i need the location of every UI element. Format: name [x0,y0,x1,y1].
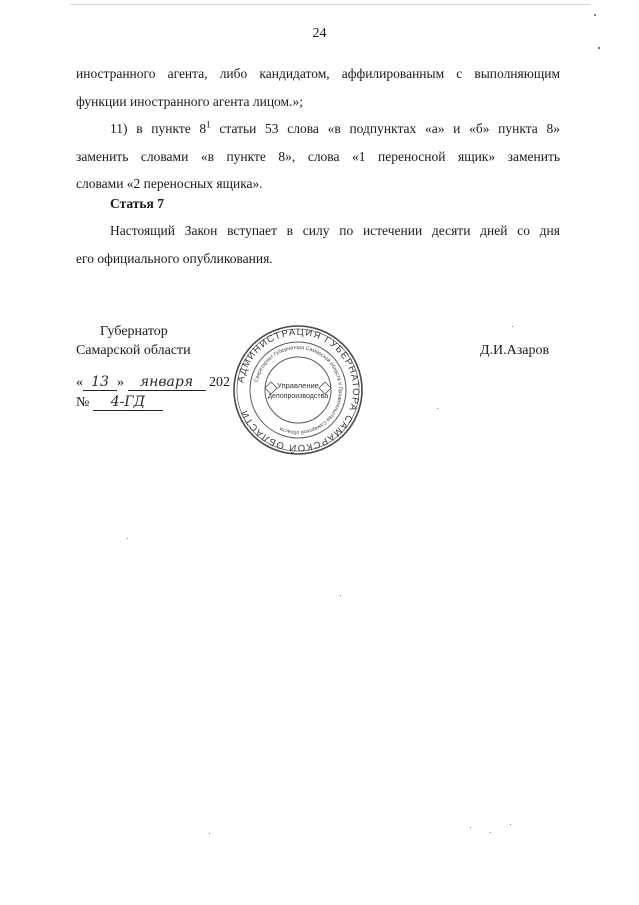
scan-speck [512,326,513,327]
paragraph-item-11 [76,115,560,198]
law-number [76,394,163,411]
date-month-handwritten: января [128,374,206,391]
paragraph-line: его официального опубликования. [76,250,273,266]
paragraph-line: функции иностранного агента лицом.»; [76,93,303,109]
scan-speck [510,824,511,825]
scan-speck [127,538,128,539]
superscript: 1 [206,119,211,130]
scan-speck [594,14,596,16]
stamp-center-line2: делопроизводства [267,393,329,400]
paragraph-line [76,115,560,143]
item-11-text-start: 11) в пункте 8 [110,121,207,136]
date-day-handwritten: 13 [83,374,117,391]
scan-speck [437,408,438,409]
paragraph-line: иностранного агента, либо кандидатом, аффилированным с выполняющим [76,66,560,81]
scan-speck [598,47,600,49]
page-number: 24 [312,26,327,41]
official-seal-stamp [230,322,366,458]
top-scan-line [70,4,590,5]
date-close-quote: » [117,375,124,390]
scan-speck [340,595,341,596]
scan-speck [209,833,210,834]
paragraph-effective-date [76,217,560,272]
article-heading: Статья 7 [110,196,164,211]
signatory-title-line1: Губернатор [100,324,168,339]
paragraph-line: заменить словами «в пункте 8», слова «1 переносной ящик» заменить [76,148,560,164]
signatory-name: Д.И.Азаров [480,343,550,358]
signing-date [76,374,230,391]
scan-speck [470,827,471,828]
stamp-inner-text: Секретариат Губернатора Самарской области и Правительства Самарской области [253,344,344,436]
date-year: 202 [209,375,230,390]
paragraph-line: словами «2 переносных ящика». [76,176,263,191]
scan-speck [490,832,491,833]
number-handwritten: 4-ГД [93,394,163,411]
item-11-text-end: статьи 53 слова «в подпунктах «а» и «б» пункта 8» [210,121,560,136]
paragraph-line: Настоящий Закон вступает в силу по истечении десяти дней со дня [110,223,560,238]
stamp-outer-text: АДМИНИСТРАЦИЯ ГУБЕРНАТОРА САМАРСКОЙ ОБЛАСТИ [235,326,362,454]
date-open-quote: « [76,375,83,390]
paragraph-foreign-agent [76,60,560,115]
signatory-title-line2: Самарской области [76,343,191,358]
stamp-center-line1: Управление [277,381,319,390]
number-sign: № [76,395,90,410]
